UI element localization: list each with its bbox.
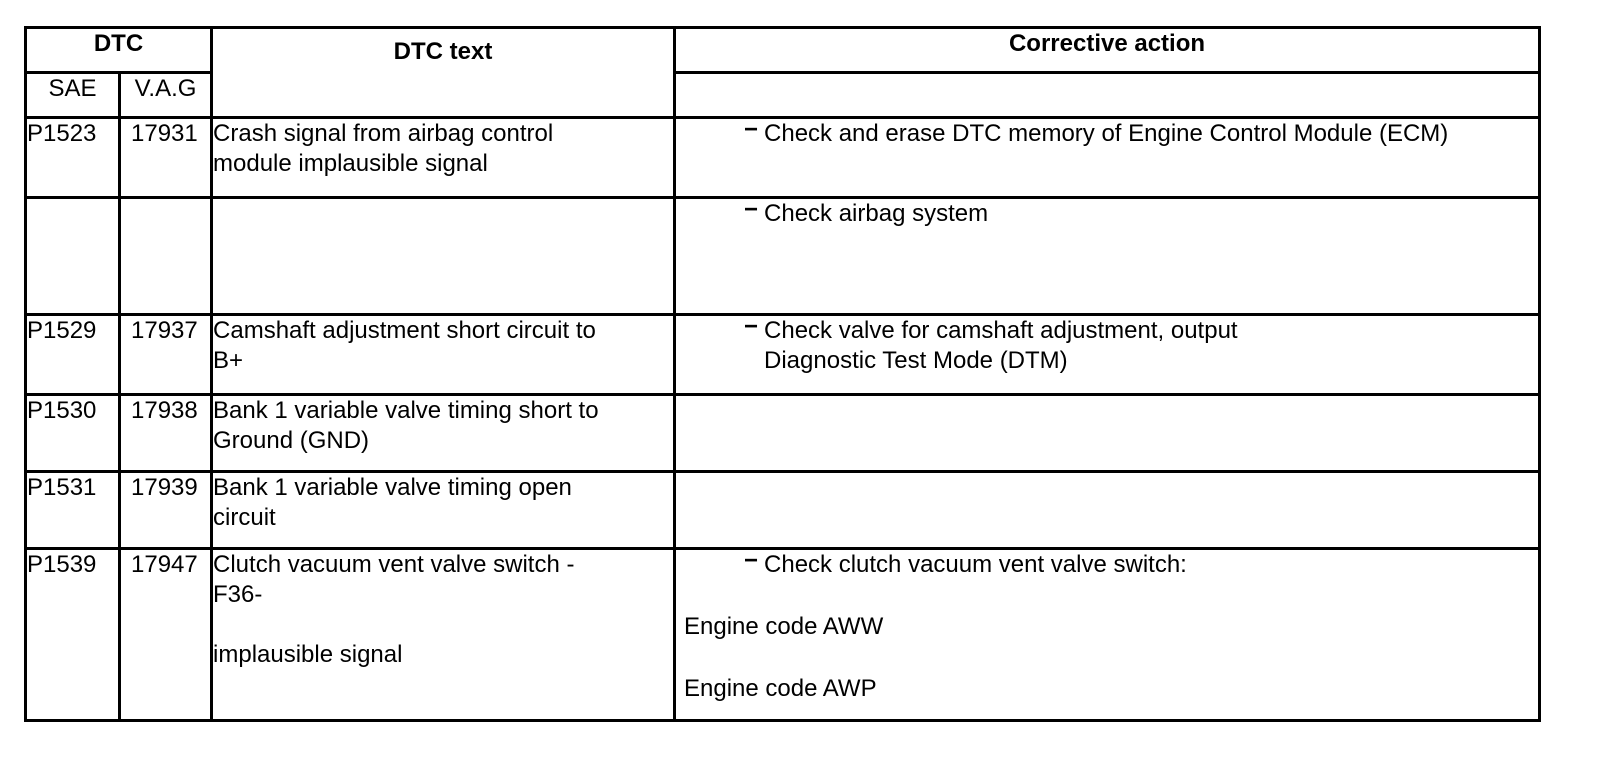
empty-cell	[675, 73, 1540, 118]
dtc-table	[24, 26, 1541, 722]
header-row	[26, 28, 1540, 73]
sae-column-header: SAE	[26, 73, 120, 118]
table-row	[26, 395, 1540, 472]
empty-cell	[675, 395, 1540, 472]
dtc-description-line: Crash signal from airbag control	[213, 120, 554, 147]
table-row	[26, 472, 1540, 549]
vag-code: 17931	[120, 118, 212, 198]
dtc-description	[212, 549, 675, 721]
action-step-text: Check airbag system	[764, 200, 989, 227]
dtc-description-line: F36-	[213, 581, 263, 608]
corrective-action	[675, 198, 1540, 315]
empty-cell	[212, 198, 675, 315]
dash-bullet: −	[744, 196, 759, 223]
corrective-action	[675, 549, 1540, 721]
action-step	[676, 547, 1538, 580]
sae-code: P1531	[26, 472, 120, 549]
vag-code: 17938	[120, 395, 212, 472]
engine-code-note: Engine code AWP	[684, 675, 877, 702]
dtc-description-line: Clutch vacuum vent valve switch -	[213, 551, 575, 578]
corrective-action-column-header: Corrective action	[675, 28, 1540, 73]
corrective-action	[675, 315, 1540, 395]
action-step-text: Check and erase DTC memory of Engine Control Module (ECM)	[764, 120, 1449, 147]
sae-code: P1523	[26, 118, 120, 198]
action-step-line: Check valve for camshaft adjustment, output	[764, 317, 1238, 344]
dtc-description-line: Bank 1 variable valve timing short to	[213, 397, 599, 424]
action-step-line: Diagnostic Test Mode (DTM)	[764, 347, 1068, 374]
empty-cell	[26, 198, 120, 315]
table-row	[26, 315, 1540, 395]
dash-bullet: −	[744, 313, 759, 340]
action-step	[676, 313, 1538, 376]
dash-bullet: −	[744, 116, 759, 143]
table-row	[26, 549, 1540, 721]
dtc-description	[212, 315, 675, 395]
empty-cell	[675, 472, 1540, 549]
vag-column-header: V.A.G	[120, 73, 212, 118]
dtc-description-line: Bank 1 variable valve timing open	[213, 474, 572, 501]
empty-cell	[120, 198, 212, 315]
dtc-description-line: B+	[213, 347, 244, 374]
sae-code: P1530	[26, 395, 120, 472]
sae-code: P1539	[26, 549, 120, 721]
action-step-text	[764, 316, 1538, 376]
dtc-description-line: module implausible signal	[213, 150, 488, 177]
corrective-action	[675, 118, 1540, 198]
dtc-description	[212, 118, 675, 198]
dtc-description-line: circuit	[213, 504, 276, 531]
dtc-description-line: Camshaft adjustment short circuit to	[213, 317, 596, 344]
table-row	[26, 118, 1540, 198]
table-row	[26, 198, 1540, 315]
dash-bullet: −	[744, 547, 759, 574]
sae-code: P1529	[26, 315, 120, 395]
dtc-description	[212, 472, 675, 549]
dtc-description	[212, 395, 675, 472]
engine-code-note: Engine code AWW	[684, 613, 884, 640]
action-step	[676, 116, 1538, 149]
dtc-description-line: Ground (GND)	[213, 427, 370, 454]
vag-code: 17947	[120, 549, 212, 721]
dtc-column-header: DTC	[26, 28, 212, 73]
dtc-text-column-header: DTC text	[212, 28, 675, 118]
vag-code: 17937	[120, 315, 212, 395]
vag-code: 17939	[120, 472, 212, 549]
action-step	[676, 196, 1538, 229]
dtc-description-line: implausible signal	[213, 641, 403, 668]
action-step-text: Check clutch vacuum vent valve switch:	[764, 551, 1187, 578]
